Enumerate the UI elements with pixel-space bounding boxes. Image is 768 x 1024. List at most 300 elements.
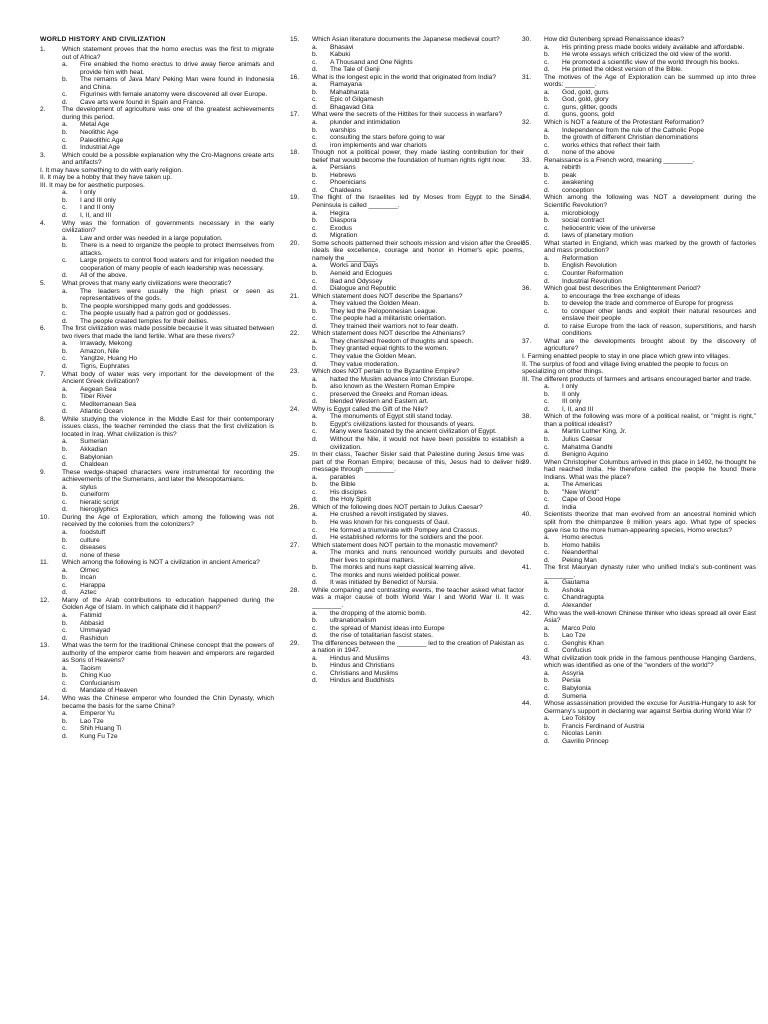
question-number: 28. [290,586,300,594]
question-line [40,46,274,61]
question-text: Who was the Chinese emperor who founded the Chin Dynasty, which became the basis for the same China? [62,695,274,710]
answer-option [522,496,756,504]
option-text: I and III only [80,196,116,204]
option-text: The leaders were usually the high priest or seen as representatives of the gods. [80,287,274,303]
question-item [290,542,524,587]
option-text: Ashoka [562,586,584,594]
option-text: Homo erectus [562,534,604,542]
option-letter: d. [62,98,68,106]
option-text: Genghis Khan [562,639,604,647]
option-text: hieratic script [80,498,119,506]
answer-option [40,574,274,582]
option-text: plunder and intimidation [330,119,401,127]
answer-option [522,625,756,633]
answer-option [290,662,524,670]
answer-option [290,323,524,331]
answer-option [290,119,524,127]
option-letter: d. [544,186,550,194]
question-line [290,587,524,610]
option-letter: a. [62,287,68,295]
answer-option [290,549,524,564]
question-number: 15. [290,36,300,43]
answer-option [522,232,756,240]
option-letter: b. [312,481,318,489]
option-text: Ramayana [330,81,362,89]
answer-option [290,376,524,384]
option-text: Independence from the rule of the Catholic Pope [562,126,704,134]
option-letter: b. [62,393,68,401]
answer-option [40,76,274,91]
option-letter: c. [544,307,550,315]
option-text: Kung Fu Tze [80,732,118,740]
option-letter: c. [62,498,68,506]
option-text: ultranationalism [330,617,377,625]
question-line [522,564,756,579]
option-text: Tiber River [80,393,112,401]
answer-option [290,519,524,527]
option-text: Many were fascinated by the ancient civilization of Egypt. [330,428,497,436]
option-text: Nicolas Lenin [562,730,602,738]
option-letter: b. [62,717,68,725]
answer-option [522,647,756,655]
option-letter: d. [312,66,318,74]
answer-option [40,491,274,499]
option-letter: c. [62,310,68,318]
answer-option [522,602,756,610]
option-letter: a. [312,549,318,557]
answer-option [40,567,274,575]
option-letter: b. [544,435,550,443]
question-text: What was the term for the traditional Chinese concept that the powers of authority of the emperor came from heaven and emperors are regarded as Sons of Heavens? [62,642,274,665]
question-item [290,330,524,368]
option-letter: d. [544,503,550,511]
option-text: microbiology [562,209,600,217]
option-text: laws of planetary motion [562,232,634,240]
option-letter: a. [544,43,550,51]
option-text: Peking Man [562,556,597,564]
option-text: to develop the trade and commerce of Europe for progress [562,300,734,308]
answer-option [290,89,524,97]
option-letter: b. [312,519,318,526]
question-line [522,610,756,625]
answer-option [522,217,756,225]
answer-option [40,589,274,597]
question-number: 21. [290,292,300,300]
option-text: Julius Caesar [562,435,602,443]
question-text: Which of the following was more of a political realist, or "might is right," than a political idealist? [544,413,756,428]
option-text: Babylonian [80,453,113,461]
option-text: warships [330,126,357,134]
answer-option [40,257,274,272]
answer-option [40,99,274,107]
answer-option [40,665,274,673]
question-item [40,325,274,370]
option-text: He promoted a scientific view of the world through his books. [562,58,740,66]
answer-option [40,461,274,469]
option-letter: d. [544,405,550,413]
question-text: When Christopher Columbus arrived in this place in 1492, he thought he had reached India. He therefore called the people he found there Indians. What was the place? [544,458,756,481]
answer-option [290,534,524,542]
question-text: Which statement does NOT pertain to the monastic movement? [312,541,498,549]
option-text: the rise of totalitarian fascist states. [330,632,433,640]
answer-option [522,293,756,301]
answer-option [290,187,524,195]
question-column-2 [290,36,524,685]
answer-option [290,142,524,150]
question-text: Which of the following does NOT pertain to Julius Caesar? [312,503,483,511]
answer-option [40,620,274,628]
answer-option [522,738,756,746]
option-text: also known as the Western Roman Empire [330,383,455,391]
answer-option [522,225,756,233]
option-text: Martin Luther King, Jr. [562,428,627,436]
option-letter: a. [544,579,550,587]
question-text: The flight of the Israelites led by Moses from Egypt to the Sinai Peninsula is called ________. [312,194,524,210]
option-text: Figurines with female anatomy were discovered all over Europe. [80,91,268,99]
option-letter: b. [544,171,550,179]
question-text: During the Age of Exploration, which among the following was not received by the colonies from the colonizers? [62,513,274,529]
option-text: preserved the Greeks and Roman ideas. [330,390,449,398]
option-text: Mediterranean Sea [80,400,137,408]
option-text: Law and order was needed in a large population. [80,234,223,242]
option-text: Paleolithic Age [80,136,124,144]
option-text: Mahabharata [330,88,369,96]
option-letter: c. [312,571,318,579]
answer-option [40,537,274,545]
option-letter: d. [544,66,550,74]
option-letter: c. [544,269,550,277]
option-text: II only [562,390,580,398]
option-text: Taoism [80,664,101,672]
option-letter: b. [62,445,68,453]
answer-option [290,225,524,233]
option-letter: a. [544,164,550,172]
answer-option [290,677,524,685]
option-text: social contract [562,217,605,225]
answer-option [522,632,756,640]
question-number: 36. [522,285,532,293]
option-text: the Holy Spirit [330,496,372,504]
option-letter: a. [62,385,68,393]
answer-option [522,444,756,452]
question-line [290,194,524,209]
question-line [290,368,524,376]
option-text: Hindus and Christians [330,662,395,670]
answer-option [290,285,524,293]
option-text: Akkadian [80,445,108,453]
question-text: Many of the Arab contributions to education happened during the Golden Age of Islam. In which caliphate did it happen? [62,596,274,612]
option-letter: a. [544,534,550,542]
option-letter: c. [544,58,550,66]
answer-option [40,212,274,220]
question-number: 13. [40,642,50,650]
question-line [522,194,756,209]
question-text: While studying the violence in the Middle East for their contemporary issues class, the teacher reminded the class that the first civilization is located in Iraq. What civilization is this? [62,415,274,438]
option-text: India [562,503,577,511]
option-letter: d. [62,408,68,416]
option-text: Industrial Revolution [562,277,622,285]
option-letter: b. [62,242,68,250]
option-text: Babylonia [562,685,591,693]
option-letter: a. [312,119,318,127]
option-letter: a. [62,340,68,348]
question-line [40,559,274,567]
answer-option [290,413,524,421]
option-letter: d. [62,212,68,220]
option-letter: d. [544,451,550,459]
option-letter: b. [544,488,550,496]
question-line [290,451,524,474]
question-text: Which statement proves that the homo erectus was the first to migrate out of Africa? [62,46,274,61]
option-text: Ching Kuo [80,672,111,680]
option-text: guns, glitter, goods [562,103,618,111]
answer-option [522,323,756,338]
option-letter: d. [312,232,318,240]
question-text: Which is NOT a feature of the Protestant Reformation? [544,119,705,127]
question-line [290,149,524,164]
option-letter: a. [62,61,68,69]
option-letter: a. [544,481,550,489]
answer-option [522,549,756,557]
option-letter: b. [312,88,318,96]
answer-option [522,142,756,150]
answer-option [522,104,756,112]
option-letter: b. [544,96,550,104]
option-text: The monuments of Egypt still stand today. [330,413,453,421]
question-line [522,119,756,127]
answer-option [290,278,524,286]
question-item [40,469,274,514]
answer-option [290,315,524,323]
question-line [290,406,524,414]
option-letter: b. [312,662,318,670]
answer-option [290,625,524,633]
option-text: Exodus [330,224,352,232]
option-letter: c. [62,627,68,635]
question-item [40,416,274,469]
answer-option [290,217,524,225]
answer-option [290,262,524,270]
option-letter: a. [62,664,68,672]
answer-option [290,96,524,104]
option-text: Abbasid [80,619,104,627]
answer-option [40,318,274,326]
option-letter: c. [544,179,550,187]
question-line [522,338,756,353]
option-letter: c. [312,277,318,285]
option-letter: b. [544,134,550,142]
answer-option [522,164,756,172]
question-item [290,74,524,112]
answer-option [290,300,524,308]
question-item [522,511,756,564]
option-text: Confucius [562,647,592,655]
answer-option [40,355,274,363]
option-text: Chaldean [80,461,109,469]
option-text: It was initiated by Benedict of Nursia. [330,579,439,587]
option-letter: c. [312,58,318,66]
option-text: rebirth [562,164,581,172]
option-letter: d. [544,232,550,240]
question-number: 1. [40,46,46,53]
answer-option [522,210,756,218]
answer-option [290,474,524,482]
answer-option [40,204,274,212]
question-item [522,36,756,74]
option-text: Olmec [80,566,100,574]
option-letter: d. [62,551,68,559]
answer-option [290,481,524,489]
answer-option [290,572,524,580]
option-text: They granted equal rights to the women. [330,345,449,353]
answer-option [40,393,274,401]
option-letter: c. [62,400,68,408]
option-letter: b. [62,536,68,544]
option-letter: c. [312,488,318,496]
option-letter: d. [312,534,318,542]
option-letter: a. [62,566,68,574]
option-letter: d. [312,579,318,587]
question-text: Which statement does NOT describe the Athenians? [312,330,466,338]
answer-option [40,401,274,409]
answer-option [40,303,274,311]
option-text: cuneiform [80,491,109,499]
option-letter: c. [62,581,68,589]
question-number: 35. [522,239,532,247]
question-line [522,700,756,715]
answer-option [40,144,274,152]
answer-option [40,484,274,492]
answer-option [40,544,274,552]
option-letter: d. [544,692,550,700]
question-text: Some schools patterned their schools mission and vision after the Greek ideals like excellence, courage and honor in Homer's epic poems, namely the ________. [312,239,524,262]
answer-option [522,262,756,270]
answer-option [290,610,524,618]
answer-option [40,710,274,718]
question-text: Which goal best describes the Enlightenment Period? [544,285,701,293]
question-line [40,642,274,665]
option-letter: b. [62,196,68,204]
answer-option [290,421,524,429]
answer-option [40,408,274,416]
question-number: 33. [522,156,532,164]
option-letter: d. [312,360,318,368]
answer-option [40,363,274,371]
option-text: He was known for his conquests of Gaul. [330,519,450,526]
option-text: Bhasavi [330,43,354,51]
option-letter: c. [312,96,318,104]
answer-option [290,391,524,399]
answer-option [522,66,756,74]
question-text: These wedge-shaped characters were instrumental for recording the achievements of the Sumerians, and later the Mesopotamians. [62,468,274,484]
answer-option [290,670,524,678]
option-text: The remains of Java Man/ Peking Man were found in Indonesia and China. [80,76,274,91]
answer-option [290,44,524,52]
question-statement: II. The surplus of food and village living enabled the people to focus on specializing on other things. [522,360,728,376]
option-text: Incan [80,574,97,582]
option-letter: b. [312,171,318,179]
option-text: Confucianism [80,679,120,687]
question-line [40,469,274,484]
option-letter: b. [312,345,318,353]
option-letter: d. [544,647,550,655]
option-text: Aztec [80,589,97,597]
question-text: What proves that many early civilizations were theocratic? [62,279,232,287]
option-text: Epic of Gilgamesh [330,96,384,104]
option-letter: b. [544,722,550,730]
question-number: 27. [290,541,300,549]
question-text: Which does NOT pertain to the Byzantine Empire? [312,368,460,376]
option-letter: d. [544,322,550,330]
question-number: 25. [290,451,300,459]
option-letter: c. [544,685,550,693]
option-text: Alexander [562,602,592,610]
answer-option [40,348,274,356]
option-letter: d. [544,149,550,157]
option-text: The monks and nuns wielded political power. [330,571,461,579]
question-text: What were the secrets of the Hittites for their success in warfare? [312,111,503,119]
question-statement: II. It may be a hobby that they have taken up. [40,174,172,182]
option-text: Industrial Age [80,144,120,152]
option-letter: c. [544,224,550,232]
option-text: They valued the Golden Mean. [330,300,421,308]
option-letter: c. [312,134,318,142]
answer-option [522,187,756,195]
option-letter: a. [62,612,68,620]
answer-option [40,627,274,635]
option-letter: b. [544,632,550,640]
option-letter: c. [312,624,318,632]
option-text: to conquer other lands and exploit their natural resources and enslave their people [562,307,756,323]
option-text: Yangtze, Huang Ho [80,355,138,363]
option-text: the growth of different Christian denominations [562,134,699,142]
answer-option [40,612,274,620]
option-letter: c. [62,204,68,212]
question-number: 4. [40,219,46,227]
option-text: The monks and nuns kept classical learning alive. [330,564,476,572]
question-number: 7. [40,370,46,378]
question-number: 38. [522,413,532,421]
option-letter: d. [544,737,550,745]
answer-option [290,164,524,172]
answer-option [40,121,274,129]
option-text: The Americas [562,481,603,489]
answer-option [290,66,524,74]
question-text: The development of agriculture was one of the greatest achievements during this period. [62,106,274,121]
answer-option [40,733,274,741]
question-item [290,194,524,239]
answer-option [522,406,756,414]
option-text: Francis Ferdinand of Austria [562,722,645,730]
question-text: What started in England, which was marked by the growth of factories and mass production? [544,239,756,255]
option-text: The monks and nuns renounced worldly pursuits and devoted their lives to spiritual matters. [330,549,524,564]
option-letter: a. [62,189,68,197]
question-number: 29. [290,639,300,647]
option-letter: b. [544,300,550,308]
answer-option [290,398,524,406]
option-letter: a. [312,413,318,421]
answer-option [40,310,274,318]
answer-option [522,670,756,678]
option-text: Benigno Aquino [562,451,609,459]
answer-option [522,96,756,104]
option-letter: b. [312,269,318,277]
option-text: Fatimid [80,612,102,620]
option-letter: a. [312,43,318,51]
answer-option [290,270,524,278]
option-letter: b. [62,129,68,137]
option-text: The people created temples for their deities. [80,317,209,325]
